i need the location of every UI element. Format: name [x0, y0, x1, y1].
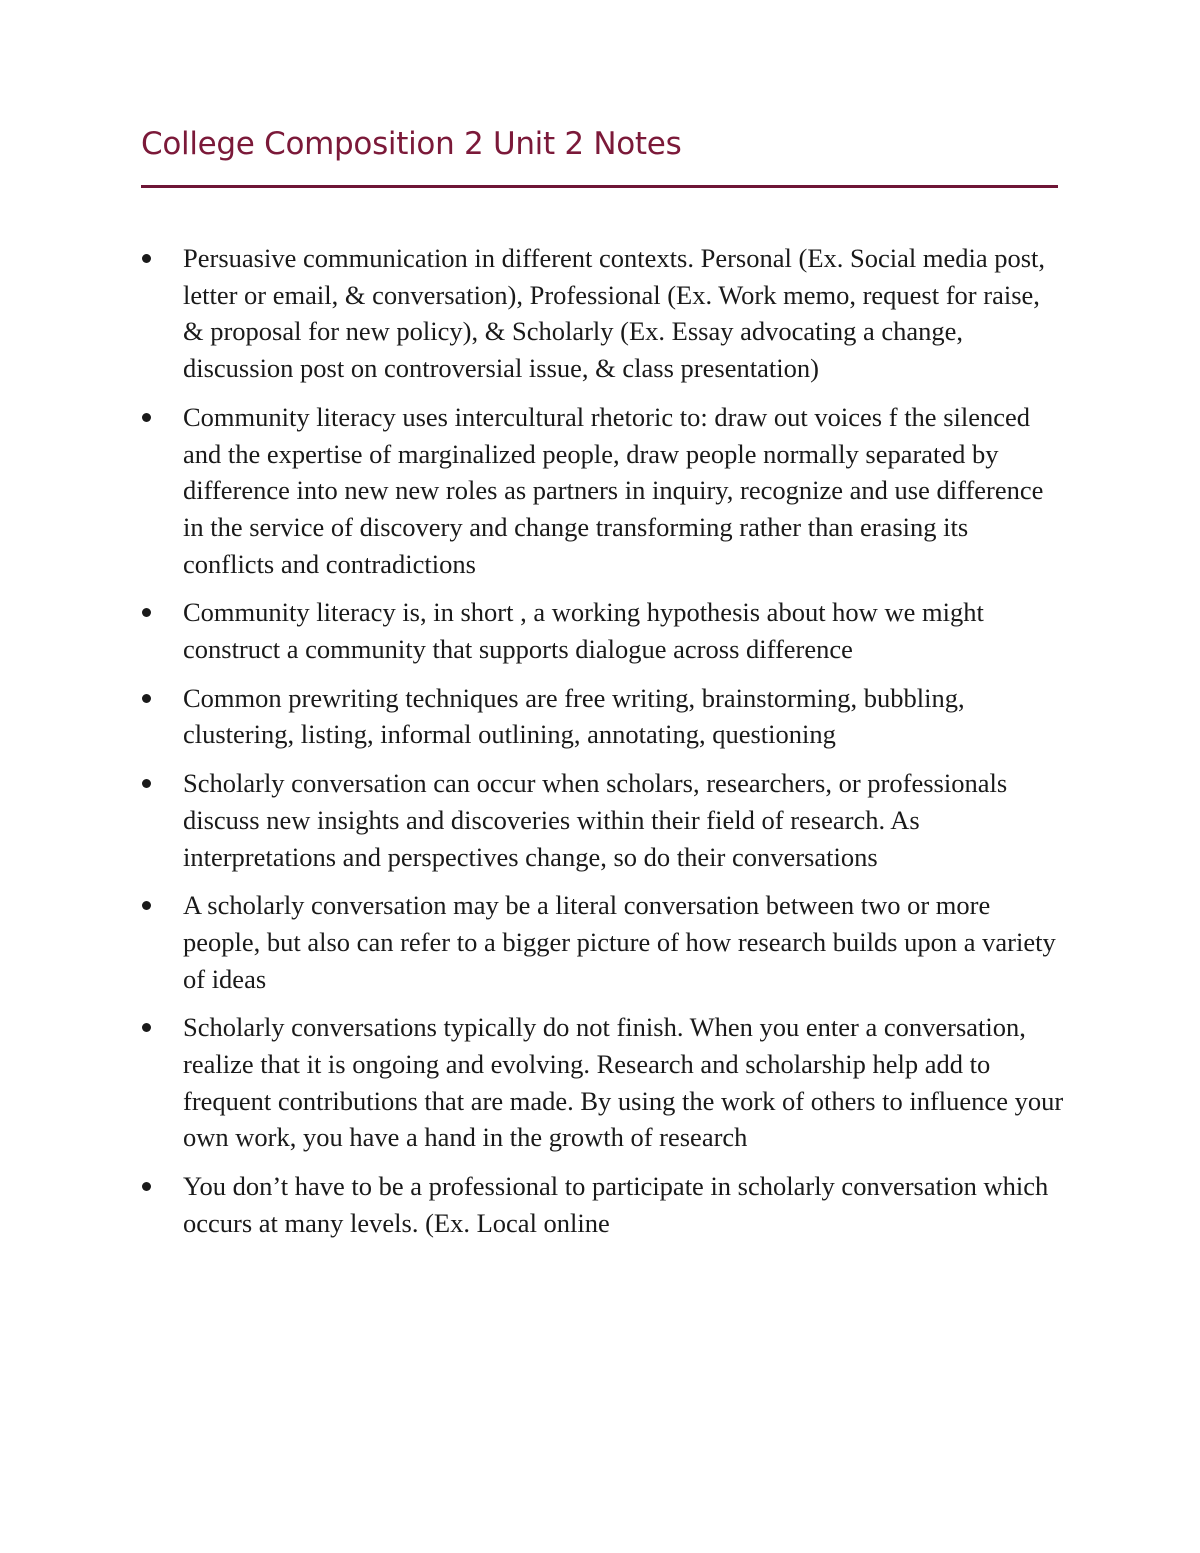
bullet-text: Scholarly conversation can occur when scholars, researchers, or professionals discuss new insights and discoveries within their field of research. As interpretations and perspectives change, so do their conversations: [183, 768, 1008, 872]
document-title: College Composition 2 Unit 2 Notes: [141, 126, 682, 162]
list-item: [141, 240, 1066, 387]
bullet-text: Community literacy uses intercultural rhetoric to: draw out voices f the silenced and the expertise of marginalized people, draw people normally separated by difference into new new roles as partners in inquiry, recognize and use difference in the service of discovery and change transforming rather than erasing its conflicts and contradictions: [183, 401, 1044, 579]
bullet-text: A scholarly conversation may be a literal conversation between two or more people, but also can refer to a bigger picture of how research builds upon a variety of ideas: [183, 890, 1056, 994]
bullet-dot-icon: [142, 254, 151, 263]
list-item: [141, 1009, 1066, 1156]
list-item: [141, 594, 1066, 667]
title-underline-rule: [141, 185, 1058, 188]
list-item: [141, 680, 1066, 753]
list-item: [141, 887, 1066, 997]
list-item: [141, 399, 1066, 583]
notes-bullet-list: [141, 240, 1066, 1254]
bullet-dot-icon: [142, 779, 151, 788]
list-item: [141, 765, 1066, 875]
bullet-dot-icon: [142, 901, 151, 910]
list-item: [141, 1168, 1066, 1241]
bullet-dot-icon: [142, 413, 151, 422]
bullet-text: Common prewriting techniques are free writing, brainstorming, bubbling, clustering, listing, informal outlining, annotating, questioning: [183, 682, 965, 750]
bullet-dot-icon: [142, 1182, 151, 1191]
bullet-dot-icon: [142, 1023, 151, 1032]
bullet-text: Community literacy is, in short , a working hypothesis about how we might construct a community that supports dialogue across difference: [183, 597, 984, 665]
bullet-dot-icon: [142, 608, 151, 617]
bullet-dot-icon: [142, 694, 151, 703]
bullet-text: You don’t have to be a professional to participate in scholarly conversation which occurs at many levels. (Ex. Local online: [183, 1171, 1049, 1238]
bullet-text: Persuasive communication in different contexts. Personal (Ex. Social media post, letter or email, & conversation), Professional (Ex. Work memo, request for raise, & proposal for new policy), & Scholarly (Ex. Essay advocating a change, discussion post on controversial issue, & class presentation): [183, 243, 1046, 384]
bullet-text: Scholarly conversations typically do not finish. When you enter a conversation, realize that it is ongoing and evolving. Research and scholarship help add to frequent contributions that are made. By using the work of others to influence your own work, you have a hand in the growth of research: [183, 1012, 1064, 1153]
